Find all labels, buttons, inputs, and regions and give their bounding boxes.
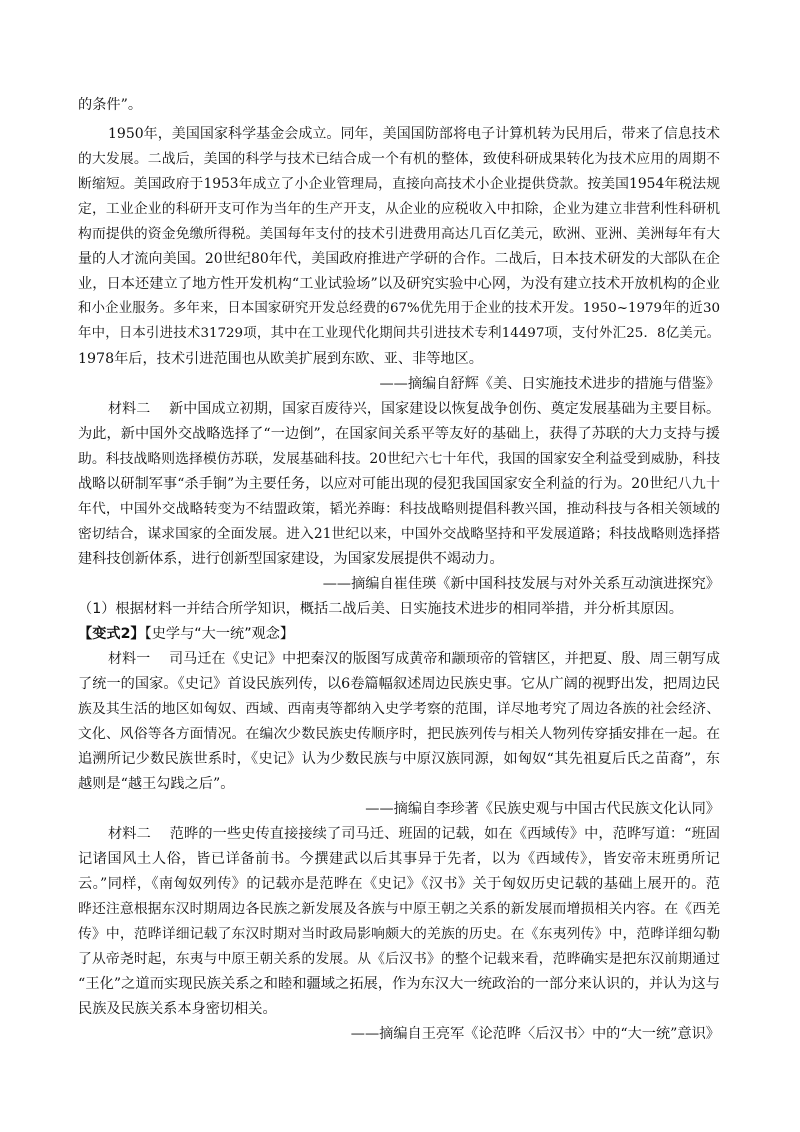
text-line: 民族及民族关系本身密切相关。 <box>78 1001 277 1017</box>
text-line: 族及其生活的地区如匈奴、西域、西南夷等都纳入史学考察的范围，详尽地考究了周边各族的社会经济、 <box>78 701 720 717</box>
text-line: 晔还注意根据东汉时期周边各民族之新发展及各族与中原王朝之关系的新发展而增损相关内容。在《西羌 <box>78 901 720 917</box>
text-line: 材料二 新中国成立初期，国家百废待兴，国家建设以恢复战争创伤、奠定发展基础为主要目标。 <box>108 401 720 417</box>
text-line: 了从帝尧时起，东夷与中原王朝关系的发展。从《后汉书》的整个记载来看，范晔确实是把东汉前期通过 <box>78 951 720 967</box>
text-line: 的条件”。 <box>78 97 143 113</box>
text-line: 量的人才流向美国。20世纪80年代，美国政府推进产学研的合作。二战后，日本技术研发的大部队在企 <box>78 251 720 267</box>
text-line: 的大发展。二战后，美国的科学与技术已结合成一个有机的整体，致使科研成果转化为技术应用的周期不 <box>78 151 720 167</box>
text-line: 云。”同样，《南匈奴列传》的记载亦是范晔在《史记》《汉书》关于匈奴历史记载的基础上展开的。范 <box>78 876 720 892</box>
variant-heading <box>78 622 294 646</box>
text-line: “王化”之道而实现民族关系之和睦和疆域之拓展，作为东汉大一统政治的一部分来认识的，并认为这与 <box>78 976 720 992</box>
text-line: 记诸国风土人俗，皆已详备前书。今撰建武以后其事异于先者，以为《西域传》，皆安帝末班勇所记 <box>78 851 720 867</box>
source-citation: ——摘编自王亮军《论范晔〈后汉书〉中的“大一统”意识》 <box>350 1026 720 1042</box>
text-line: 密切结合，谋求国家的全面发展。进入21世纪以来，中国外交战略坚持和平发展道路；科技战略则选择搭 <box>78 526 720 542</box>
text-line: 助。科技战略则选择模仿苏联，发展基础科技。20世纪六七十年代，我国的国家安全利益受到威胁，科技 <box>78 451 720 467</box>
text-line: 文化、风俗等各方面情况。在编次少数民族史传顺序时，把民族列传与相关人物列传穿插安排在一起。在 <box>78 726 720 742</box>
source-citation: ——摘编自舒辉《美、日实施技术进步的措施与借鉴》 <box>379 376 720 392</box>
text-line: 传》中，范晔详细记载了东汉时期对当时政局影响颇大的羌族的历史。在《东夷列传》中，范晔详细勾勒 <box>78 926 720 942</box>
text-line: 业，日本还建立了地方性开发机构“工业试验场”以及研究实验中心网，为没有建立技术开放机构的企业 <box>78 276 720 292</box>
question-1: （1）根据材料一并结合所学知识，概括二战后美、日实施技术进步的相同举措，并分析其原因。 <box>78 601 683 617</box>
text-line: 材料一 司马迁在《史记》中把秦汉的版图写成黄帝和颛顼帝的管辖区，并把夏、殷、周三朝写成 <box>108 651 720 667</box>
text-line: 越则是“越王勾践之后”。 <box>78 776 235 792</box>
text-line: 了统一的国家。《史记》首设民族列传，以6卷篇幅叙述周边民族史事。它从广阔的视野出发，把周边民 <box>78 676 720 692</box>
variant-label: 【变式2】 <box>78 626 145 642</box>
text-line: 建科技创新体系，进行创新型国家建设，为国家发展提供不竭动力。 <box>78 551 504 567</box>
text-line: 追溯所记少数民族世系时，《史记》认为少数民族与中原汉族同源，如匈奴“其先祖夏后氏之苗裔”，东 <box>78 751 720 767</box>
text-line: 战略以研制军事“杀手锏”为主要任务，以应对可能出现的侵犯我国国家安全利益的行为。20世纪八九十 <box>78 476 720 492</box>
text-line: 1978年后，技术引进范围也从欧美扩展到东欧、亚、非等地区。 <box>78 351 483 367</box>
variant-topic: 【史学与“大一统”观念】 <box>144 626 295 642</box>
text-line: 年代，中国外交战略转变为不结盟政策，韬光养晦：科技战略则提倡科教兴国，推动科技与各相关领域的 <box>78 501 720 517</box>
text-line: 材料二 范晔的一些史传直接接续了司马迁、班固的记载，如在《西域传》中，范晔写道：“班固 <box>108 826 720 842</box>
text-line: 年中，日本引进技术31729项，其中在工业现代化期间共引进技术专利14497项，支付外汇25．8亿美元。 <box>78 326 720 341</box>
text-line: 1950年，美国国家科学基金会成立。同年，美国国防部将电子计算机转为民用后，带来了信息技术 <box>108 126 720 142</box>
text-line: 构而提供的资金免缴所得税。美国每年支付的技术引进费用高达几百亿美元，欧洲、亚洲、美洲每年有大 <box>78 226 720 242</box>
source-citation: ——摘编自李珍著《民族史观与中国古代民族文化认同》 <box>365 801 720 817</box>
source-citation: ——摘编自崔佳瑛《新中国科技发展与对外关系互动演进探究》 <box>322 576 720 592</box>
text-line: 和小企业服务。多年来，日本国家研究开发总经费的67%优先用于企业的技术开发。1950~1979年的近30 <box>78 301 720 316</box>
text-line: 定，工业企业的科研开支可作为当年的生产开支，从企业的应税收入中扣除，企业为建立非营利性科研机 <box>78 201 720 217</box>
text-line: 为此，新中国外交战略选择了“一边倒”，在国家间关系平等友好的基础上，获得了苏联的大力支持与援 <box>78 426 720 442</box>
text-line: 断缩短。美国政府于1953年成立了小企业管理局，直接向高技术小企业提供贷款。按美国1954年税法规 <box>78 176 720 192</box>
